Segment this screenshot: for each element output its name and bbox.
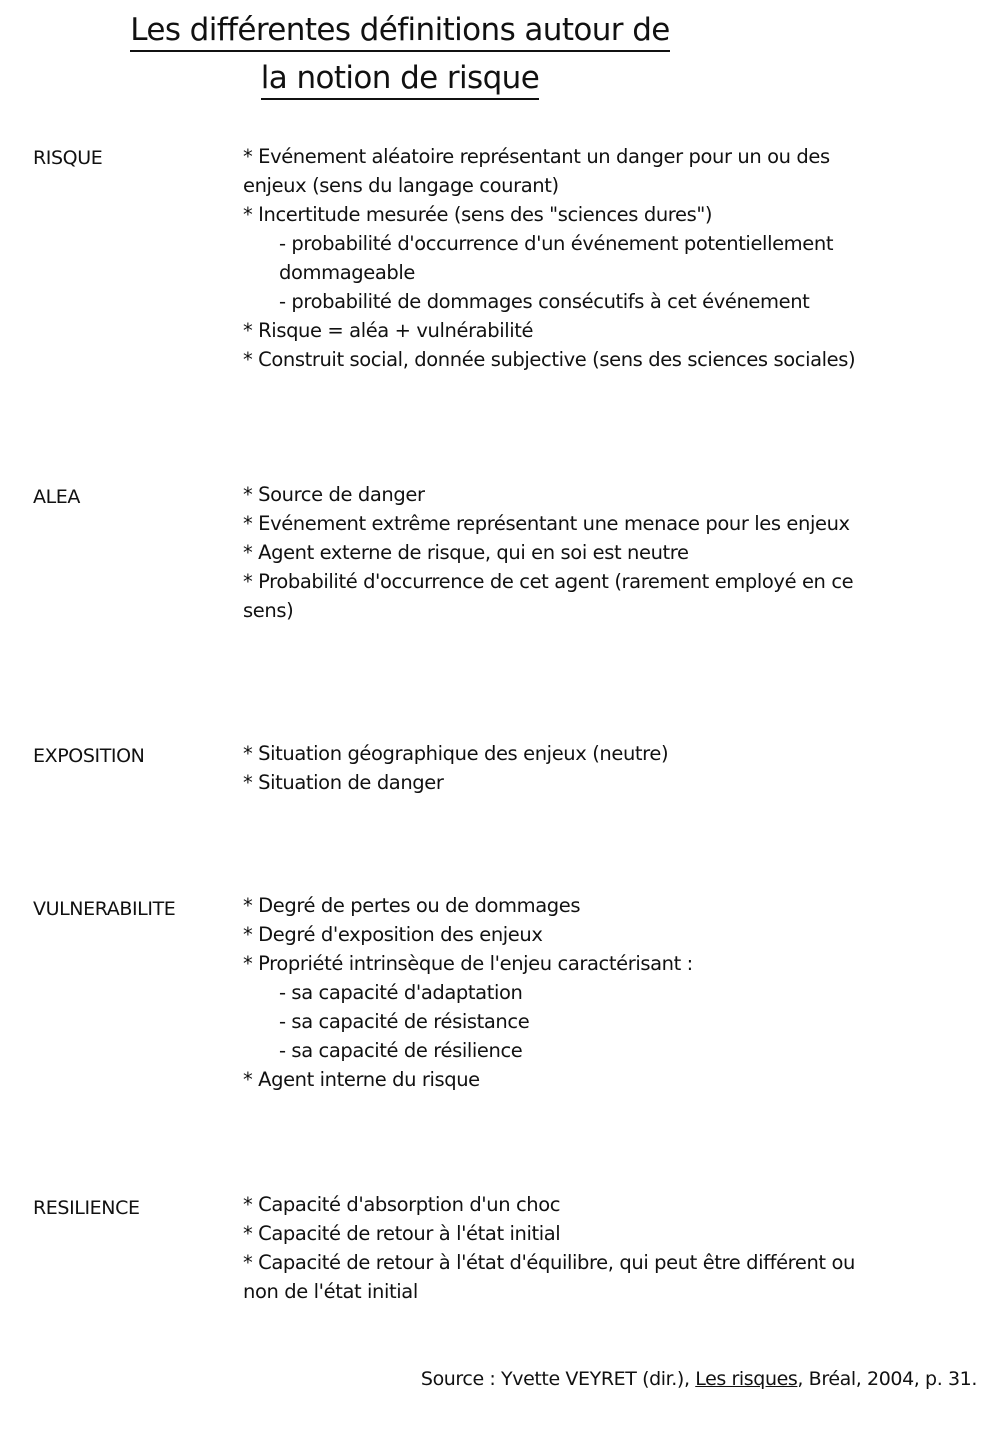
definition-item: * Risque = aléa + vulnérabilité [243, 319, 534, 342]
definition-item: * Agent externe de risque, qui en soi est neutre [243, 541, 689, 564]
title-line-1: Les différentes définitions autour de [130, 10, 670, 52]
title-line-2: la notion de risque [261, 58, 539, 100]
definition-item: * Probabilité d'occurrence de cet agent (rarement employé en ce sens) [243, 570, 854, 622]
definition-item: * Evénement extrême représentant une menace pour les enjeux [243, 512, 850, 535]
definition-subitem: - probabilité d'occurrence d'un événement potentiellement dommageable [279, 232, 834, 284]
definition-item: * Propriété intrinsèque de l'enjeu caractérisant : [243, 952, 693, 975]
definition-subitem: - sa capacité de résistance [279, 1010, 530, 1033]
term-exposition: EXPOSITION [33, 745, 145, 767]
definition-item: * Situation de danger [243, 771, 444, 794]
definition-subitem: - probabilité de dommages consécutifs à cet événement [279, 290, 810, 313]
definition-item: * Capacité de retour à l'état d'équilibre, qui peut être différent ou non de l'état initial [243, 1251, 855, 1303]
page-title [0, 8, 800, 104]
definition-item: * Incertitude mesurée (sens des "sciences dures") [243, 203, 713, 226]
source-prefix: Source : Yvette VEYRET (dir.), [420, 1368, 696, 1390]
definition-item: * Agent interne du risque [243, 1068, 480, 1091]
term-risque: RISQUE [33, 147, 103, 169]
definition-item: * Construit social, donnée subjective (sens des sciences sociales) [243, 348, 856, 371]
term-resilience: RESILIENCE [33, 1197, 140, 1219]
definitions-risque [243, 142, 923, 374]
source-suffix: , Bréal, 2004, p. 31. [797, 1368, 977, 1390]
term-alea: ALEA [33, 486, 80, 508]
definitions-vulnerabilite [243, 891, 923, 1094]
source-book-title: Les risques [695, 1368, 798, 1390]
definitions-alea [243, 480, 923, 625]
definition-item: * Degré d'exposition des enjeux [243, 923, 543, 946]
definitions-exposition [243, 739, 923, 797]
definition-subitem: - sa capacité de résilience [279, 1039, 523, 1062]
definition-subitem: - sa capacité d'adaptation [279, 981, 523, 1004]
definition-item: * Situation géographique des enjeux (neutre) [243, 742, 669, 765]
definition-item: * Source de danger [243, 483, 425, 506]
source-citation [421, 1368, 977, 1390]
definitions-resilience [243, 1190, 923, 1306]
definition-item: * Capacité d'absorption d'un choc [243, 1193, 561, 1216]
definition-item: * Capacité de retour à l'état initial [243, 1222, 561, 1245]
definition-item: * Evénement aléatoire représentant un danger pour un ou des enjeux (sens du langage courant) [243, 145, 830, 197]
term-vulnerabilite: VULNERABILITE [33, 898, 176, 920]
definition-item: * Degré de pertes ou de dommages [243, 894, 581, 917]
